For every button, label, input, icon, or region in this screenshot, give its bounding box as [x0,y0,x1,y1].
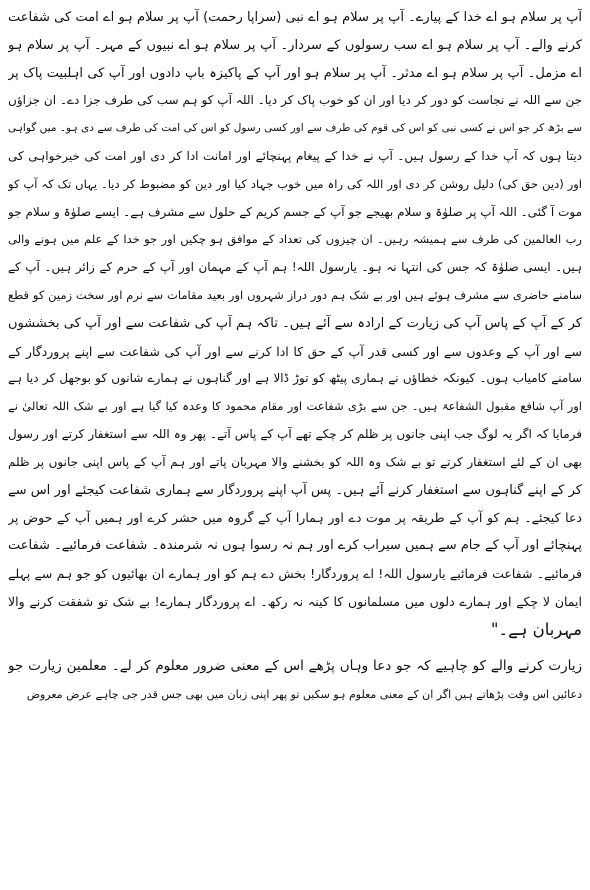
text-line: اور (دین حق کی) دلیل روشن کر دی اور اللہ کی راہ میں خوب جہاد کیا اور دین کو مضبوط کر دیا۔ یہاں تک کہ آپ کو [8,176,582,191]
text-line: کرنے والے۔ آپ پر سلام ہو اے سب رسولوں کے سردار۔ آپ پر سلام ہو اے نبیوں کے مہر۔ آپ پر سلام ہو [8,37,582,53]
text-line: سے بڑھ کر جو اس نے کسی نبی کو اس کی قوم کی طرف سے اور کسی رسول کو اس کی امت کی طرف سے دی ہو۔ میں گواہی [8,122,582,135]
text-line: ایمان لا چکے اور ہمارے دلوں میں مسلمانوں کا کینہ نہ رکھ۔ اے پروردگار ہمارے! بے شک تو شفقت کرنے والا [8,593,582,609]
text-line: اور آپ شافع مقبول الشفاعۃ ہیں۔ جن سے بڑی شفاعت اور مقام محمود کا وعدہ کیا گیا ہے اور بے شک اللہ تعالیٰ نے [8,399,582,414]
text-line: سے اور آپ کے وعدوں سے اور کسی قدر آپ کے حق کا ادا کرنے سے اور آپ کی شفاعت سے اپنے پروردگار کے [8,343,582,359]
ziyarat-instruction-paragraph [8,653,582,709]
paragraph-gap [8,643,582,653]
text-line: جن سے اللہ نے نجاست کو دور کر دیا اور ان کو خوب پاک کر دیا۔ اللہ آپ کو ہم سب کی طرف جزا دے۔ ان جزاؤں [8,93,582,108]
text-line: ہیں۔ ایسی صلوٰۃ کہ جس کی انتہا نہ ہو۔ یارسول اللہ! ہم آپ کے مہمان اور آپ کے حرم کے زائر ہیں۔ آپ کے [8,260,582,275]
text-line: سامنے حاضری سے مشرف ہوئے ہیں اور بے شک ہم دور دراز شہروں اور بعید مقامات سے نرم اور سخت زمین کو قطع [8,287,582,302]
text-line: دعائیں اس وقت پڑھاتے ہیں اگر ان کے معنی معلوم ہو سکیں تو پھر اپنی زبان میں بھی جس قدر جی چاہے عرض معروض [26,688,582,702]
text-line: فرمایا کہ اگر یہ لوگ جب اپنی جانوں پر ظلم کر چکے تھے آپ کے پاس آتے۔ پھر وہ اللہ سے استغفار کرتے اور رسول [8,426,582,441]
salutation-paragraph [8,4,582,643]
text-line: دیتا ہوں کہ آپ خدا کے رسول ہیں۔ آپ نے خدا کے پیغام پہنچائے اور امانت ادا کر دی اور امت کی خیرخواہی کی [8,148,582,163]
text-line: موت آ گئی۔ اللہ آپ پر صلوٰۃ و سلام بھیجے جو آپ کے جسم کریم کے حلول سے مشرف ہے۔ ایسے صلوٰۃ و سلام جو [8,204,582,219]
text-line: پہنچائے اور آپ کے جام سے ہمیں سیراب کرے اور ہم نہ رسوا ہوں نہ شرمندہ۔ شفاعت فرمائیے۔ شفاعت [8,538,582,554]
text-line: فرمائیے۔ شفاعت فرمائیے یارسول اللہ! اے پروردگار! بخش دے ہم کو اور ہمارے ان بھائیوں کو جو ہم سے پہلے [8,565,582,581]
text-line: زیارت کرنے والے کو چاہیے کہ جو دعا وہاں پڑھے اس کے معنی ضرور معلوم کر لے۔ معلمین زیارت جو [8,658,582,675]
text-line: دعا کیجئے۔ ہم کو آپ کے طریقہ پر موت دے اور ہمارا آپ کے گروہ میں حشر کرے اور ہمیں آپ کے حوض پر [8,510,582,526]
text-line: رب العالمین کی طرف سے ہمیشہ رہیں۔ ان چیزوں کی تعداد کے موافق ہو چکیں اور جو خدا کے علم میں ہونے والی [8,232,582,247]
text-line: سامنے کامیاب ہوں۔ کیونکہ خطاؤں نے ہماری پیٹھ کو توڑ ڈالا ہے اور گناہوں نے ہمارے شانوں کو بوجھل کر دیا ہے [8,371,582,386]
text-line: اے مزمل۔ آپ پر سلام ہو اے مدثر۔ آپ پر سلام ہو اور آپ کے پاکیزہ باپ دادوں اور آپ کی اہلبیت پاک پر [8,65,582,81]
text-line: کر کے آپ کے پاس آپ کی زیارت کے ارادہ سے آئے ہیں۔ تاکہ ہم آپ کی شفاعت سے اور آپ کی بخششوں [8,315,582,331]
text-line: بھی ان کے لئے استغفار کرتے تو بے شک وہ اللہ کو بخشنے والا مہربان پاتے اور ہم آپ کے پاس اپنی جانوں پر ظلم [8,454,582,469]
text-line: آپ پر سلام ہو اے خدا کے پیارے۔ آپ پر سلام ہو اے نبی (سراپا رحمت) آپ پر سلام ہو اے امت کی شفاعت [8,10,582,25]
text-line: کر کے اپنے گناہوں سے استغفار کرنے آئے ہیں۔ پس آپ اپنے پروردگار سے ہماری شفاعت کیجئے اور اس سے [8,482,582,498]
text-line: مہربان ہے۔" [490,619,582,639]
